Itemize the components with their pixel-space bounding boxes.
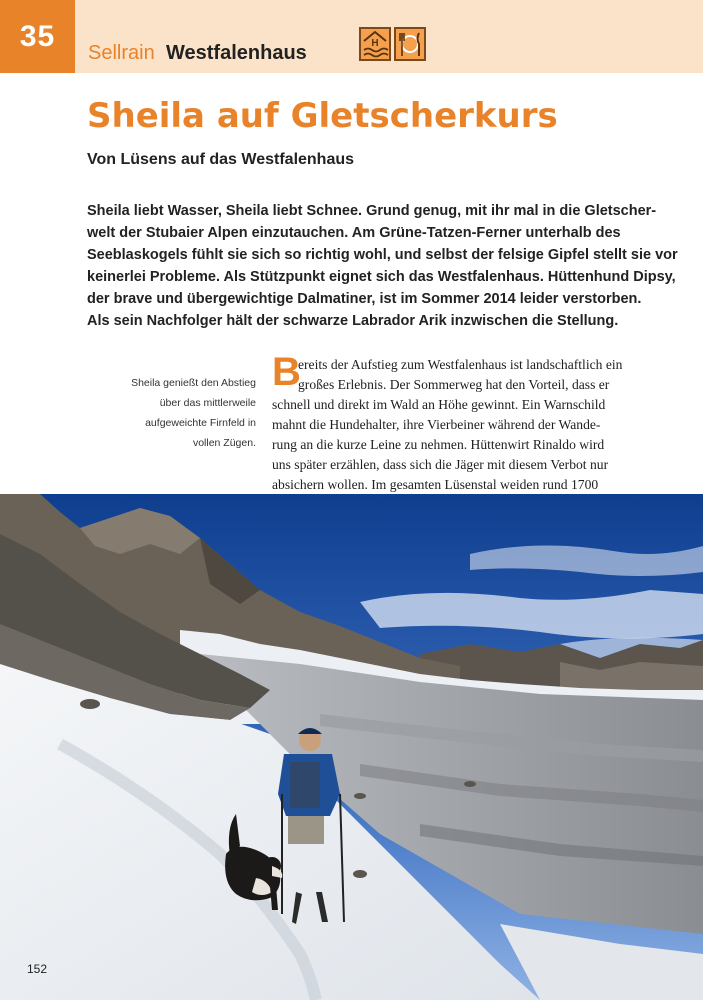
- body-line: mahnt die Hundehalter, ihre Vierbeiner während der Wande-: [272, 417, 601, 432]
- intro-line: welt der Stubaier Alpen einzutauchen. Am Grüne-Tatzen-Ferner unterhalb des: [87, 225, 621, 241]
- drop-cap: B: [272, 350, 301, 394]
- body-text: [272, 355, 632, 495]
- dining-icon: [394, 27, 426, 61]
- body-line: uns später erzählen, dass sich die Jäger mit diesem Verbot nur: [272, 457, 609, 472]
- intro-paragraph: [87, 200, 678, 332]
- page-number: 152: [27, 962, 48, 976]
- photo-caption: [128, 373, 256, 453]
- body-line: schnell und direkt im Wald an Höhe gewinnt. Ein Warnschild: [272, 397, 606, 412]
- region-label: Sellrain: [88, 42, 155, 64]
- chapter-header: [0, 0, 703, 73]
- caption-line: über das mittlerweile: [159, 397, 256, 409]
- body-line: rung an die kurze Leine zu nehmen. Hüttenwirt Rinaldo wird: [272, 437, 605, 452]
- svg-text:H: H: [371, 38, 379, 49]
- intro-line: Seeblaskogels fühlt sie sich so richtig wohl, und selbst der felsige Gipfel stellt sie vor: [87, 247, 678, 263]
- intro-line: Sheila liebt Wasser, Sheila liebt Schnee. Grund genug, mit ihr mal in die Gletscher-: [87, 203, 657, 219]
- caption-line: aufgeweichte Firnfeld in: [145, 417, 256, 429]
- body-line: absichern wollen. Im gesamten Lüsenstal weiden rund 1700: [272, 477, 599, 492]
- body-line: großes Erlebnis. Der Sommerweg hat den Vorteil, dass er: [298, 377, 610, 392]
- body-line: ereits der Aufstieg zum Westfalenhaus ist landschaftlich ein: [298, 357, 623, 372]
- intro-line: der brave und übergewichtige Dalmatiner, ist im Sommer 2014 leider verstorben.: [87, 291, 642, 307]
- intro-line: keinerlei Probleme. Als Stützpunkt eignet sich das Westfalenhaus. Hüttenhund Dipsy,: [87, 269, 676, 285]
- tour-number: 35: [0, 0, 75, 73]
- intro-line: Als sein Nachfolger hält der schwarze Labrador Arik inzwischen die Stellung.: [87, 313, 619, 329]
- article-title: Sheila auf Gletscherkurs: [87, 96, 558, 136]
- article-subtitle: Von Lüsens auf das Westfalenhaus: [87, 151, 355, 168]
- facility-icons: [359, 27, 426, 61]
- caption-line: Sheila genießt den Abstieg: [131, 377, 256, 389]
- caption-line: vollen Zügen.: [192, 437, 256, 449]
- hut-name: Westfalenhaus: [166, 42, 307, 64]
- hiker-and-dog-on-glacier-photo: [0, 494, 703, 1000]
- hut-icon: [359, 27, 391, 61]
